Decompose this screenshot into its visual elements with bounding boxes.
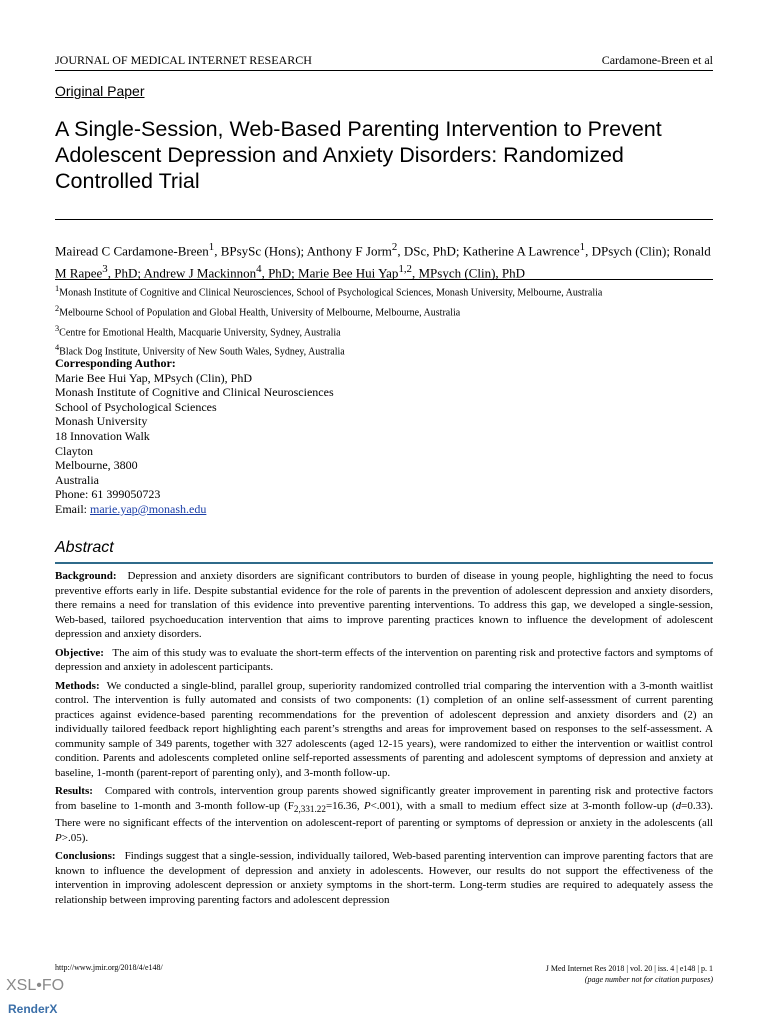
corresponding-line: Monash University	[55, 414, 148, 429]
author-affil-sup: 1,2	[398, 263, 412, 276]
objective-label: Objective:	[55, 646, 104, 659]
corresponding-author-block	[55, 356, 720, 517]
title-divider	[55, 219, 713, 220]
author-degrees: , DPsych (Clin);	[585, 243, 674, 259]
running-author: Cardamone-Breen et al	[601, 53, 713, 67]
author-affil-sup: 2	[391, 241, 398, 253]
corresponding-line: Clayton	[55, 443, 93, 458]
author-degrees: , MPsych (Clin), PhD	[411, 265, 526, 281]
author-divider	[55, 279, 713, 280]
abstract-objective	[55, 646, 713, 675]
email-link[interactable]: marie.yap@monash.edu	[90, 501, 207, 516]
corresponding-line: School of Psychological Sciences	[55, 399, 217, 414]
objective-text: The aim of this study was to evaluate the short-term effects of the intervention on parenting risk and protective factors and symptoms of depression and anxiety in adolescent participants.	[55, 646, 713, 673]
renderx-watermark-logo: RenderX	[8, 1002, 58, 1016]
author-affil-sup: 3	[102, 263, 108, 276]
author-name: Mairead C Cardamone-Breen	[55, 243, 209, 259]
email-line	[55, 502, 720, 517]
affiliation-text: Melbourne School of Population and Global Health, University of Melbourne, Melbourne, Australia	[59, 307, 461, 319]
author-affil-sup: 1	[208, 241, 215, 253]
footer-citation-block	[546, 963, 713, 985]
corresponding-line: Marie Bee Hui Yap, MPsych (Clin), PhD	[55, 370, 252, 385]
affiliation-number: 4	[55, 343, 60, 353]
results-italic: P	[363, 799, 371, 812]
corresponding-line: Australia	[55, 472, 99, 487]
results-subscript: 2,331.22	[293, 803, 326, 814]
results-text: <.001), with a small to medium effect size at 3-month follow-up (	[370, 799, 676, 812]
abstract-methods	[55, 679, 713, 781]
results-italic: P	[55, 831, 62, 844]
methods-label: Methods:	[55, 679, 100, 692]
results-label: Results:	[55, 785, 93, 797]
author-degrees: , PhD;	[107, 265, 144, 281]
xslfo-watermark-logo: XSL•FO	[6, 977, 65, 994]
abstract-results	[55, 784, 713, 845]
author-name: Anthony F Jorm	[306, 243, 392, 259]
abstract-conclusions	[55, 849, 713, 907]
author-degrees: , BPsySc (Hons);	[214, 243, 307, 259]
results-text: Compared with controls, intervention group parents showed significantly greater improvement in parenting risk and protective factors from baseline to 1-month and 3-month follow-up (F	[55, 785, 713, 812]
footer-citation: J Med Internet Res 2018 | vol. 20 | iss. 4 | e148 | p. 1	[545, 964, 713, 973]
abstract-body	[55, 569, 713, 911]
corresponding-line: Monash Institute of Cognitive and Clinical Neurosciences	[55, 385, 334, 400]
author-list	[55, 238, 720, 283]
affiliation-number: 2	[55, 303, 60, 313]
background-text: Depression and anxiety disorders are significant contributors to burden of disease in young people, highlighting the need to focus preventive efforts early in life. Despite substantial evidence for the role of parents in the prevention of adolescent depression and anxiety disorders, there remains a need for translation of this evidence into preventive parenting interventions. To address this gap, we developed a single-session, Web-based, tailored psychoeducation intervention that aims to improve parenting practices known to influence the development of adolescent depression and anxiety disorders.	[55, 570, 713, 640]
author-affil-sup: 1	[579, 241, 586, 253]
affiliation-number: 3	[55, 323, 60, 333]
results-text: =0.33). There were no significant effects of the intervention on adolescent-report of parenting or symptoms of depression or anxiety in the adolescents (all	[55, 799, 713, 830]
author-affil-sup: 4	[256, 263, 262, 276]
article-title: A Single-Session, Web-Based Parenting Intervention to Prevent Adolescent Depression and Anxiety Disorders: Randomized Controlled Trial	[55, 117, 662, 193]
affiliation-item	[55, 301, 720, 321]
footer-url: http://www.jmir.org/2018/4/e148/	[55, 963, 163, 972]
conclusions-label: Conclusions:	[55, 850, 116, 863]
author-name: Ronald M Rapee	[55, 243, 711, 281]
author-name: Andrew J Mackinnon	[143, 265, 257, 281]
running-header	[55, 52, 713, 71]
author-name: Marie Bee Hui Yap	[298, 265, 399, 281]
results-italic: d	[675, 799, 682, 812]
journal-name: JOURNAL OF MEDICAL INTERNET RESEARCH	[55, 53, 312, 67]
email-label: Email:	[55, 501, 90, 516]
corresponding-line: Phone: 61 399050723	[55, 487, 161, 502]
results-text: >.05).	[61, 831, 89, 844]
footer-note: (page number not for citation purposes)	[584, 975, 713, 984]
author-degrees: , PhD;	[261, 265, 299, 281]
affiliation-number: 1	[55, 284, 60, 293]
abstract-background	[55, 569, 713, 642]
affiliation-text: Black Dog Institute, University of New South Wales, Sydney, Australia	[59, 346, 345, 358]
author-name: Katherine A Lawrence	[462, 243, 580, 259]
abstract-heading: Abstract	[55, 539, 114, 556]
article-type: Original Paper	[55, 83, 145, 99]
conclusions-text: Findings suggest that a single-session, individually tailored, Web-based parenting intervention can improve parenting factors that are known to influence the development of depression and anxiety in adolescents. However, our results do not support the effectiveness of the intervention in improving adolescent depression or anxiety symptoms in the short-term. Long-term studies are required to adequately assess the relationship between improving parenting factors and adolescent depression	[55, 850, 714, 906]
affiliation-item	[55, 281, 720, 301]
corresponding-line: 18 Innovation Walk	[55, 428, 150, 443]
affiliation-item	[55, 321, 720, 341]
affiliation-text: Centre for Emotional Health, Macquarie University, Sydney, Australia	[59, 326, 341, 338]
affiliation-list	[55, 281, 720, 360]
author-degrees: , DSc, PhD;	[397, 243, 463, 259]
results-text: =16.36,	[325, 799, 364, 812]
corresponding-heading: Corresponding Author:	[55, 356, 176, 370]
background-label: Background:	[55, 570, 117, 582]
affiliation-text: Monash Institute of Cognitive and Clinical Neurosciences, School of Psychological Sciences, Monash University, Melbourne, Australia	[59, 287, 603, 299]
abstract-divider	[55, 562, 713, 564]
methods-text: We conducted a single-blind, parallel group, superiority randomized controlled trial comparing the intervention with a 3-month waitlist control. The intervention is fully automated and consists of two components: (1) completion of an online self-assessment of current parenting practices against evidence-based parenting recommendations for the prevention of adolescent depression and anxiety disorders and (2) an individually tailored feedback report highlighting each parent’s strengths and areas for improvement based on responses to the self-assessment. A community sample of 349 parents, together with 327 adolescents (aged 12-15 years), were randomized to either the intervention or waitlist control condition. Parents and adolescents completed online self-reported assessments of parenting and adolescent symptoms of depression and anxiety at baseline, 1-month (parent-report of parenting only), and 3-month follow-up.	[55, 679, 714, 779]
corresponding-line: Melbourne, 3800	[55, 458, 138, 473]
